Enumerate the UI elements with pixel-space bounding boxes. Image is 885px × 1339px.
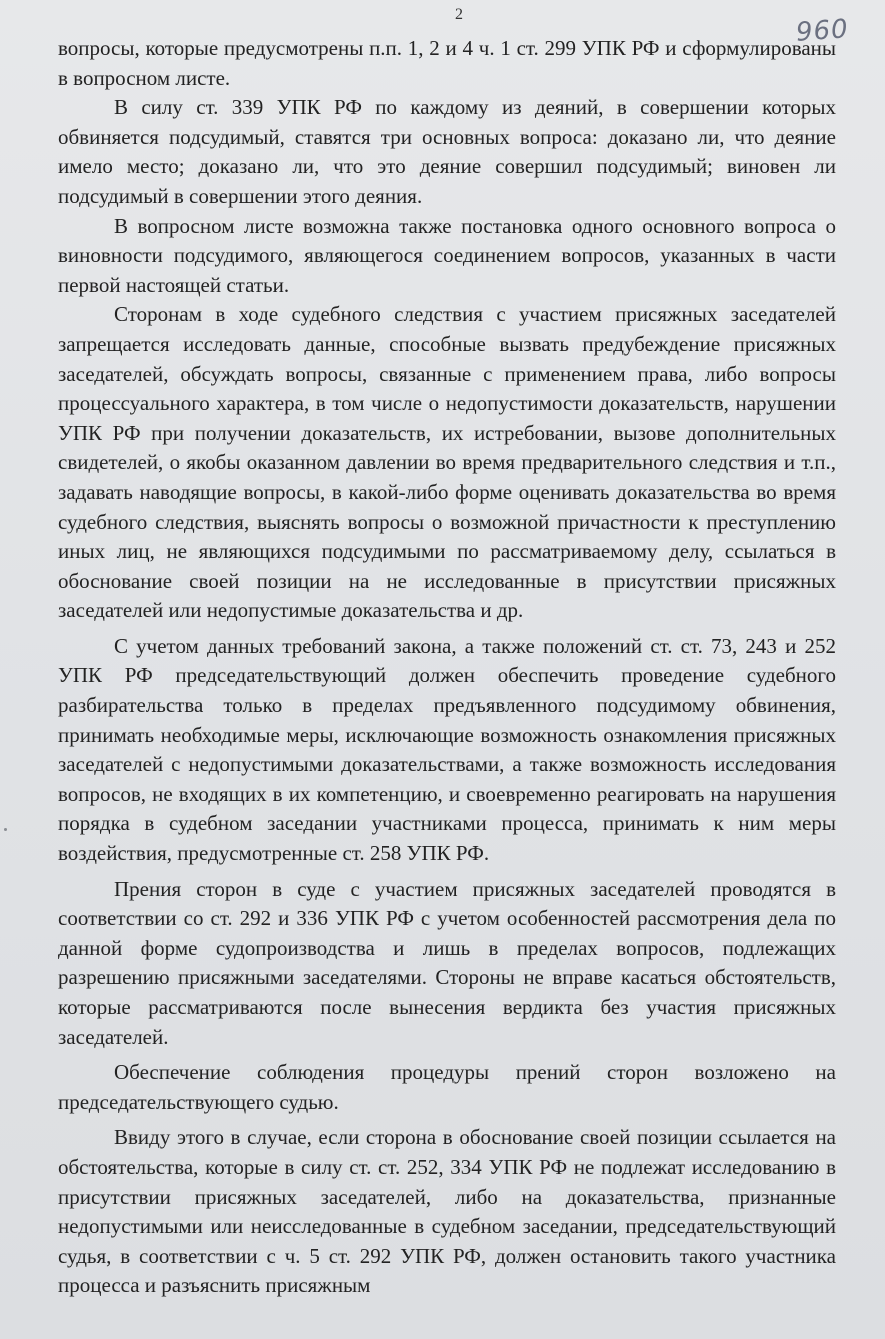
handwritten-page-mark: 960: [795, 14, 850, 48]
paragraph: Сторонам в ходе судебного следствия с участием присяжных заседателей запрещается исследовать данные, способные вызвать предубеждение присяжных заседателей, обсуждать вопросы, связанные с применением права, либо вопросы процессуального характера, в том числе о недопустимости доказательств, нарушении УПК РФ при получении доказательств, их истребовании, вызове дополнительных свидетелей, о якобы оказанном давлении во время предварительного следствия и т.п., задавать наводящие вопросы, в какой-либо форме оценивать доказательства во время судебного следствия, выяснять вопросы о возможной причастности к преступлению иных лиц, не являющихся подсудимыми по рассматриваемому делу, ссылаться в обоснование своей позиции на не исследованные в присутствии присяжных заседателей или недопустимые доказательства и др.: [58, 302, 836, 623]
paragraph: вопросы, которые предусмотрены п.п. 1, 2 и 4 ч. 1 ст. 299 УПК РФ и сформулированы в вопросном листе.: [58, 36, 836, 90]
page-number: 2: [455, 6, 463, 23]
paragraph: Ввиду этого в случае, если сторона в обоснование своей позиции ссылается на обстоятельства, которые в силу ст. ст. 252, 334 УПК РФ не подлежат исследованию в присутствии присяжных заседателей, либо на доказательства, признанные недопустимыми или неисследованные в судебном заседании, председательствующий судья, в соответствии с ч. 5 ст. 292 УПК РФ, должен остановить такого участника процесса и разъяснить присяжным: [58, 1125, 836, 1298]
paragraph: С учетом данных требований закона, а также положений ст. ст. 73, 243 и 252 УПК РФ председательствующий должен обеспечить проведение судебного разбирательства только в пределах предъявленного подсудимому обвинения, принимать необходимые меры, исключающие возможность ознакомления присяжных заседателей с недопустимыми доказательствами, а также возможность исследования вопросов, не входящих в их компетенцию, и своевременно реагировать на нарушения порядка в судебном заседании участниками процесса, принимать к ним меры воздействия, предусмотренные ст. 258 УПК РФ.: [58, 633, 836, 866]
paragraph: Прения сторон в суде с участием присяжных заседателей проводятся в соответствии со ст. 292 и 336 УПК РФ с учетом особенностей рассмотрения дела по данной форме судопроизводства и лишь в пределах вопросов, подлежащих разрешению присяжными заседателями. Стороны не вправе касаться обстоятельств, которые рассматриваются после вынесения вердикта без участия присяжных заседателей.: [58, 876, 836, 1049]
paragraph: В вопросном листе возможна также постановка одного основного вопроса о виновности подсудимого, являющегося соединением вопросов, указанных в части первой настоящей статьи.: [58, 213, 836, 297]
document-body: [58, 34, 836, 1301]
punch-hole-mark: [4, 828, 7, 831]
paragraph: В силу ст. 339 УПК РФ по каждому из деяний, в совершении которых обвиняется подсудимый, ставятся три основных вопроса: доказано ли, что деяние имело место; доказано ли, что это деяние совершил подсудимый; виновен ли подсудимый в совершении этого деяния.: [58, 95, 836, 208]
paragraph: Обеспечение соблюдения процедуры прений сторон возложено на председательствующего судью.: [58, 1060, 836, 1114]
